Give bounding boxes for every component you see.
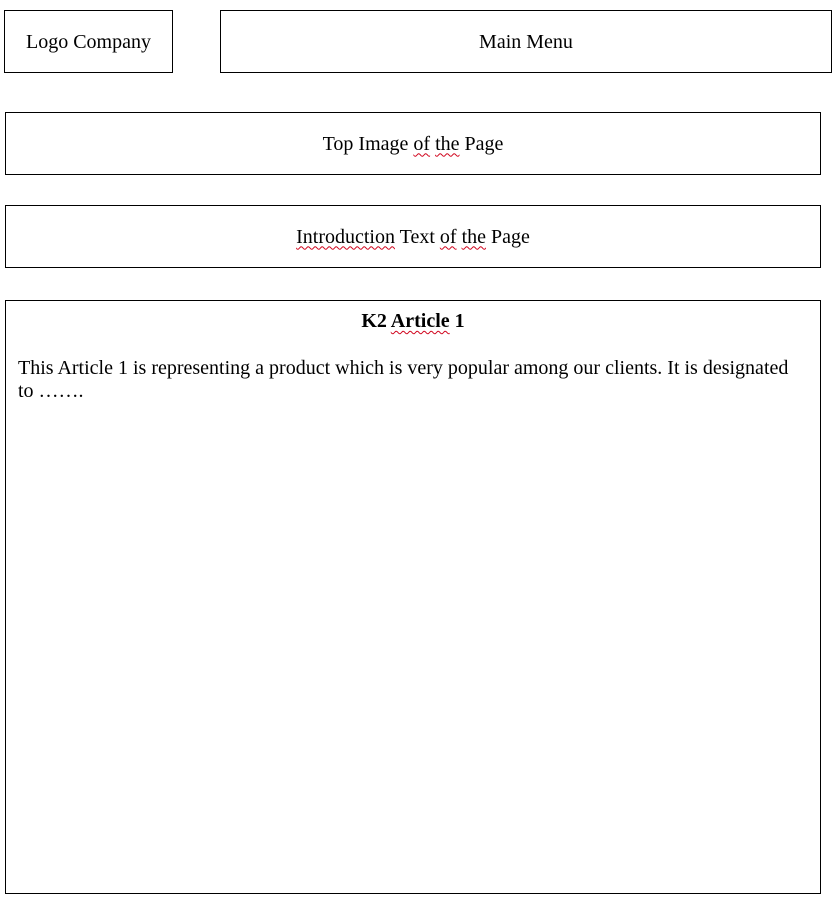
article-body-text: This Article 1 is representing a product which is very popular among our clients. It is designated to ……. (18, 357, 789, 402)
logo-company-label: Logo Company (26, 30, 151, 53)
logo-company-box (4, 10, 173, 73)
article-title-prefix: K2 (361, 310, 387, 332)
intro-word-5: Page (491, 225, 530, 248)
top-image-box (5, 112, 821, 175)
intro-word-2: Text (399, 225, 435, 248)
article-title (6, 310, 820, 332)
article-title-word: Article (390, 310, 450, 332)
top-image-word-4: Page (464, 132, 504, 155)
top-image-word-1: Top Image (322, 132, 409, 155)
article-title-suffix: 1 (454, 310, 465, 332)
top-image-word-2: of (413, 132, 431, 155)
main-menu-box (220, 10, 832, 73)
intro-word-3: of (439, 225, 457, 248)
intro-word-4: the (461, 225, 486, 248)
intro-word-1: Introduction (296, 225, 395, 248)
top-image-label (323, 134, 504, 154)
main-menu-label: Main Menu (479, 30, 573, 53)
introduction-text-label (296, 227, 530, 247)
k2-article-box (5, 300, 821, 894)
introduction-text-box (5, 205, 821, 268)
top-image-word-3: the (435, 132, 460, 155)
